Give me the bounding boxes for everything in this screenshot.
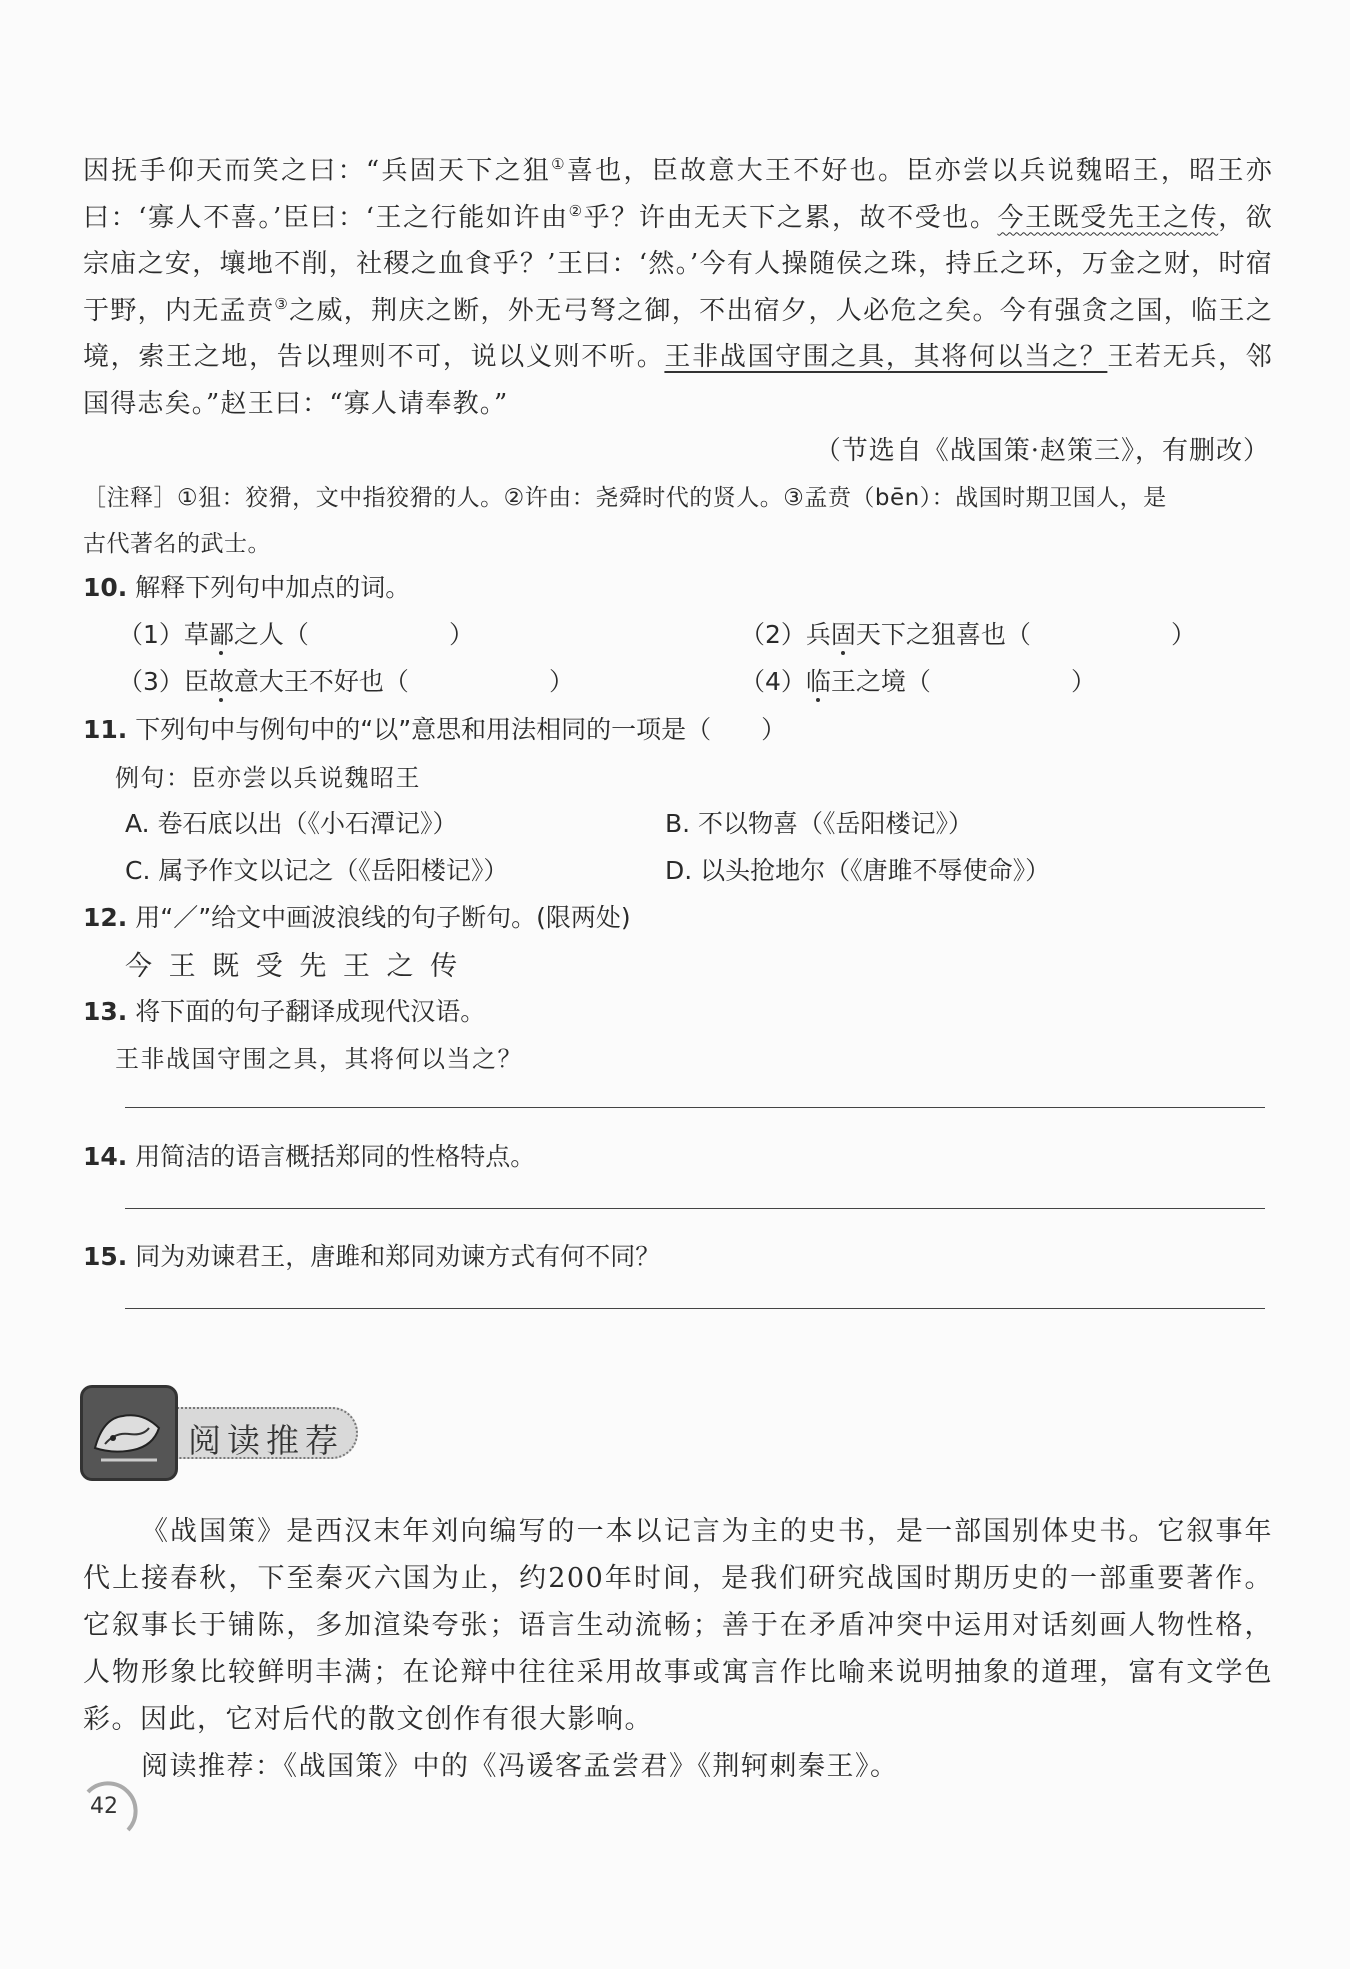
question-11: 11. 下列句中与例句中的“以”意思和用法相同的一项是（ ） [83,715,787,744]
page-number: 42 [80,1780,140,1840]
source-citation: （节选自《战国策·赵策三》，有删改） [814,436,1270,466]
question-14: 14. 用简洁的语言概括郑同的性格特点。 [83,1142,536,1171]
q10-item-2: （2）兵固天下之狙喜也（ ） [740,620,1196,649]
footnote-marker: ① [551,155,567,173]
question-10: 10. 解释下列句中加点的词。 [83,573,411,602]
annotation-line: 古代著名的武士。 [83,531,271,557]
wavy-underlined-sentence: 今王既受先王之传 [997,202,1219,233]
q11-example: 例句：臣亦尝以兵说魏昭王 [115,764,421,792]
underlined-sentence: 王非战国守围之具，其将何以当之？ [664,342,1108,372]
annotations [83,475,1273,567]
q13-sentence: 王非战国守围之具，其将何以当之？ [115,1045,523,1073]
answer-line[interactable] [125,1107,1265,1108]
question-13: 13. 将下面的句子翻译成现代汉语。 [83,997,486,1026]
q11-option-c: C. 属予作文以记之（《岳阳楼记》） [125,856,509,885]
section-header [80,1385,365,1485]
answer-line[interactable] [125,1208,1265,1209]
question-15: 15. 同为劝谏君王，唐雎和郑同劝谏方式有何不同？ [83,1242,661,1271]
question-12: 12. 用“／”给文中画波浪线的句子断句。(限两处) [83,903,631,932]
q11-option-a: A. 卷石底以出（《小石潭记》） [125,809,458,838]
footnote-marker: ③ [274,294,290,313]
q10-item-3: （3）臣故意大王不好也（ ） [118,667,574,696]
q12-sentence: 今 王 既 受 先 王 之 传 [125,951,462,982]
q11-option-b: B. 不以物喜（《岳阳楼记》） [665,809,974,838]
answer-line[interactable] [125,1308,1265,1309]
q10-item-1: （1）草鄙之人（ ） [118,620,474,649]
annotation-line: ［注释］①狙：狡猾，文中指狡猾的人。②许由：尧舜时代的贤人。③孟贲（bēn）：战国时期卫国人，是 [83,485,1167,511]
recommendation-text [83,1508,1273,1790]
recommendation-line: 阅读推荐：《战国策》中的《冯谖客孟尝君》《荆轲刺秦王》。 [141,1751,899,1782]
footnote-marker: ② [568,201,584,220]
q11-option-d: D. 以头抢地尔（《唐雎不辱使命》） [665,856,1051,885]
passage-text: 因抚手仰天而笑之曰：“兵固天下之狙①喜也，臣故意大王不好也。臣亦尝以兵说魏昭王，昭王亦曰：‘寡人不喜。’臣曰：‘王之行能如许由②乎？许由无天下之累，故不受也。今王既受先王之传，欲宗庙之安，壤地不削，社稷之血食乎？’王曰：‘然。’今有人操随侯之珠，持丘之环，万金之财，时宿于野，内无孟贲③之威，荆庆之断，外无弓弩之御，不出宿夕，人必危之矣。今有强贪之国，临王之境，索王之地，告以理则不可，说以义则不听。王非战国守围之具，其将何以当之？王若无兵，邻国得志矣。”赵王曰：“寡人请奉教。” [83,155,1274,419]
book-icon [80,1385,178,1481]
section-title: 阅读推荐 [188,1421,344,1460]
recommendation-paragraph: 《战国策》是西汉末年刘向编写的一本以记言为主的史书，是一部国别体史书。它叙事年代上接春秋，下至秦灭六国为止，约200年时间，是我们研究战国时期历史的一部重要著作。它叙事长于铺陈，多加渲染夸张；语言生动流畅；善于在矛盾冲突中运用对话刻画人物性格，人物形象比较鲜明丰满；在论辩中往往采用故事或寓言作比喻来说明抽象的道理，富有文学色彩。因此，它对后代的散文创作有很大影响。 [83,1516,1273,1735]
q10-item-4: （4）临王之境（ ） [740,667,1096,696]
